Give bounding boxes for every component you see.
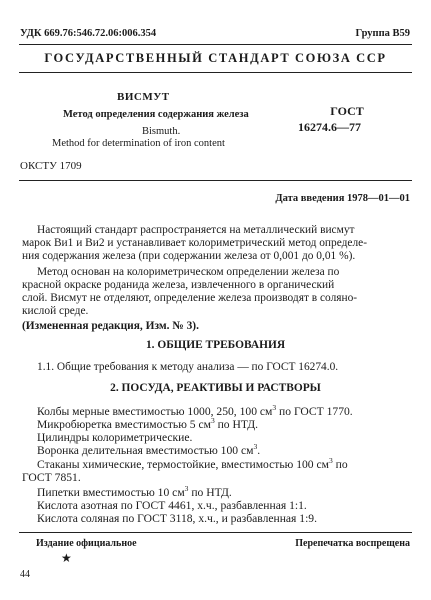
official-edition: Издание официальное [36,538,137,549]
doc-subtitle-en: Method for determination of iron content [52,138,225,149]
star-icon: ★ [61,551,72,565]
equipment-line-2: Микробюретка вместимостью 5 $см^3$ по НТД. [37,416,259,431]
equipment-line-1: Колбы мерные вместимостью 1000, 250, 100 $см^3$ по ГОСТ 1770. [37,403,353,418]
intro-p1-line3: ния содержания железа (при содержании железа от 0,001 до 0,01 %). [22,250,356,262]
header-rule-top [19,44,412,45]
intro-p2-line4: кислой среде. [22,305,89,317]
gost-label: ГОСТ [330,104,364,118]
equipment-line-7: Пипетки вместимостью 10 $см^3$ по НТД. [37,484,232,499]
reagent-line-9: Кислота соляная по ГОСТ 3118, х.ч., и разбавленная 1:9. [37,512,317,525]
amendment-note: (Измененная редакция, Изм. № 3). [22,320,199,332]
group-code: Группа В59 [355,28,410,39]
intro-p1-line1: Настоящий стандарт распространяется на металлический висмут [37,224,355,236]
doc-subtitle-ru: Метод определения содержания железа [63,109,249,120]
gost-number: 16274.6—77 [298,120,361,134]
equipment-line-3: Цилиндры колориметрические. [37,431,193,444]
intro-p2-line1: Метод основан на колориметрическом определении железа по [37,266,340,278]
meta-rule [19,180,412,181]
page-number: 44 [20,569,30,580]
section1-title: 1. ОБЩИЕ ТРЕБОВАНИЯ [145,339,286,351]
intro-p2-line3: слой. Висмут не отделяют, определение железа производят в солянo- [22,292,358,304]
section1-item: 1.1. Общие требования к методу анализа — по ГОСТ 16274.0. [37,361,339,373]
doc-title-ru: ВИСМУТ [117,91,170,103]
reagent-line-8: Кислота азотная по ГОСТ 4461, х.ч., разбавленная 1:1. [37,499,307,512]
oksty-code: ОКСТУ 1709 [20,160,82,172]
header-rule-bottom [19,72,412,73]
intro-p2-line2: красной окраске роданида железа, извлеченного в органический [22,279,335,291]
udk-code: УДК 669.76:546.72.06:006.354 [20,28,157,39]
doc-title-en: Bismuth. [142,126,181,137]
section2-title: 2. ПОСУДА, РЕАКТИВЫ И РАСТВОРЫ [110,382,321,394]
org-title: ГОСУДАРСТВЕННЫЙ СТАНДАРТ СОЮЗА ССР [44,51,387,65]
equipment-line-6: ГОСТ 7851. [22,471,81,484]
equipment-line-4: Воронка делительная вместимостью 100 $см^3$. [37,442,261,457]
reprint-notice: Перепечатка воспрещена [295,538,410,549]
intro-date: Дата введения 1978—01—01 [275,193,410,204]
footer-rule [19,532,412,533]
equipment-line-5: Стаканы химические, термостойкие, вместимостью 100 $см^3$ по [37,456,348,471]
intro-p1-line2: марок Ви1 и Ви2 и устанавливает колориметрический метод определе- [22,237,367,249]
